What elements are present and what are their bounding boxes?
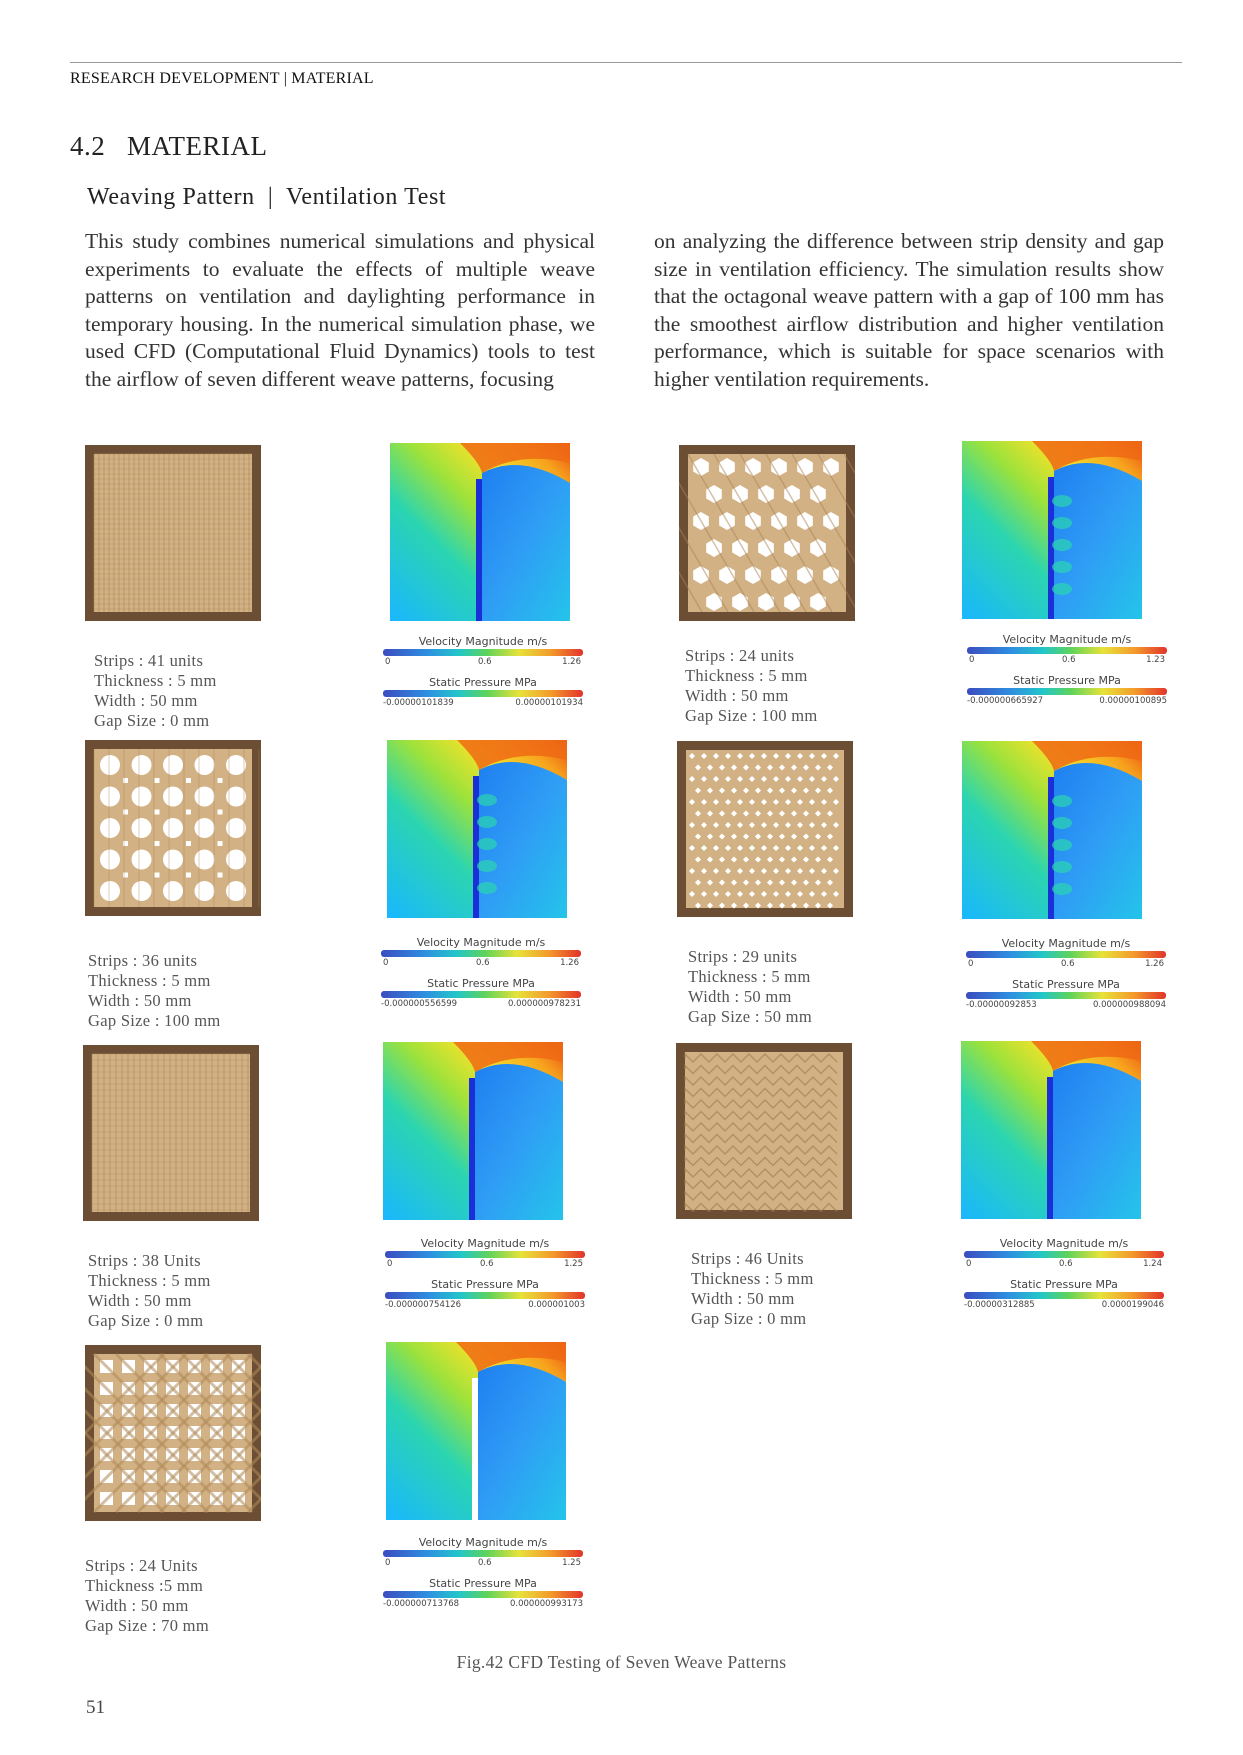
pressure-max: 0.0000199046 xyxy=(1101,1300,1164,1310)
velocity-mid: 0.6 xyxy=(1062,655,1076,665)
velocity-max: 1.25 xyxy=(562,1558,581,1568)
velocity-min: 0 xyxy=(969,655,975,665)
page-number: 51 xyxy=(86,1697,105,1718)
pressure-color-bar xyxy=(381,991,581,998)
velocity-color-bar xyxy=(966,951,1166,958)
pressure-max: 0.000001003 xyxy=(528,1300,585,1310)
pressure-legend-title: Static Pressure MPa xyxy=(429,676,537,689)
spec-gap: Gap Size : 100 mm xyxy=(685,706,818,725)
pressure-min: -0.000000754126 xyxy=(385,1300,462,1310)
weave-thumbnail xyxy=(85,1345,261,1521)
section-title: 4.2 MATERIAL xyxy=(70,131,268,161)
velocity-color-bar xyxy=(383,1550,583,1557)
pattern-specs xyxy=(685,646,818,726)
pressure-color-bar xyxy=(964,1292,1164,1299)
velocity-max: 1.26 xyxy=(562,657,581,667)
weave-thumbnail xyxy=(677,741,853,917)
spec-width: Width : 50 mm xyxy=(85,1596,189,1615)
pressure-min: -0.000000556599 xyxy=(381,999,458,1009)
velocity-legend-title: Velocity Magnitude m/s xyxy=(420,1237,550,1250)
spec-gap: Gap Size : 0 mm xyxy=(691,1309,807,1328)
spec-width: Width : 50 mm xyxy=(688,987,792,1006)
pressure-color-bar xyxy=(383,690,583,697)
velocity-max: 1.26 xyxy=(1145,959,1164,969)
spec-gap: Gap Size : 0 mm xyxy=(94,711,210,730)
velocity-min: 0 xyxy=(387,1259,393,1269)
spec-strips: Strips : 36 units xyxy=(88,951,198,970)
pressure-min: -0.000000713768 xyxy=(383,1599,460,1609)
velocity-color-bar xyxy=(385,1251,585,1258)
pressure-max: 0.000000988094 xyxy=(1092,1000,1166,1010)
weave-thumbnail xyxy=(85,740,261,916)
pressure-legend-title: Static Pressure MPa xyxy=(1013,674,1121,687)
weave-thumbnail xyxy=(85,445,261,621)
color-legend xyxy=(966,937,1166,1011)
velocity-color-bar xyxy=(383,649,583,656)
spec-width: Width : 50 mm xyxy=(88,991,192,1010)
velocity-legend-title: Velocity Magnitude m/s xyxy=(418,635,548,648)
velocity-max: 1.24 xyxy=(1143,1259,1162,1269)
velocity-color-bar xyxy=(967,647,1167,654)
weave-thumbnail xyxy=(676,1043,852,1219)
pressure-min: -0.00000312885 xyxy=(964,1300,1035,1310)
velocity-min: 0 xyxy=(966,1259,972,1269)
cfd-simulation-image xyxy=(962,441,1142,619)
pattern-specs xyxy=(688,947,812,1027)
running-head: RESEARCH DEVELOPMENT | MATERIAL xyxy=(70,70,374,87)
velocity-max: 1.25 xyxy=(564,1259,583,1269)
spec-strips: Strips : 24 units xyxy=(685,646,795,665)
velocity-legend-title: Velocity Magnitude m/s xyxy=(1002,633,1132,646)
cfd-simulation-image xyxy=(962,741,1142,919)
body-text-right: on analyzing the difference between strip density and gap size in ventilation efficiency. The simulation results show that the octagonal weave pattern with a gap of 100 mm has the smoothest airflow distribution and higher ventilation performance, which is suitable for space scenarios with higher ventilation requirements. xyxy=(654,229,1164,391)
velocity-color-bar xyxy=(964,1251,1164,1258)
pressure-color-bar xyxy=(967,688,1167,695)
spec-thickness: Thickness : 5 mm xyxy=(88,971,211,990)
pressure-min: -0.000000665927 xyxy=(967,696,1044,706)
figure-caption: Fig.42 CFD Testing of Seven Weave Patterns xyxy=(456,1652,787,1672)
spec-gap: Gap Size : 50 mm xyxy=(688,1007,812,1026)
pressure-color-bar xyxy=(966,992,1166,999)
spec-thickness: Thickness : 5 mm xyxy=(688,967,811,986)
color-legend xyxy=(383,1536,583,1610)
pressure-min: -0.00000101839 xyxy=(383,698,454,708)
velocity-mid: 0.6 xyxy=(478,1558,492,1568)
pressure-color-bar xyxy=(383,1591,583,1598)
pressure-legend-title: Static Pressure MPa xyxy=(1012,978,1120,991)
body-text-left: This study combines numerical simulations and physical experiments to evaluate the effects of multiple weave patterns on ventilation and daylighting performance in temporary housing. In the numerical simulation phase, we used CFD (Computational Fluid Dynamics) tools to test the airflow of seven different weave patterns, focusing xyxy=(85,229,595,391)
velocity-mid: 0.6 xyxy=(480,1259,494,1269)
velocity-max: 1.23 xyxy=(1146,655,1165,665)
subtitle: Weaving Pattern | Ventilation Test xyxy=(87,184,447,210)
color-legend xyxy=(381,936,581,1010)
velocity-max: 1.26 xyxy=(560,958,579,968)
cfd-simulation-image xyxy=(386,1342,566,1520)
pressure-max: 0.000000978231 xyxy=(507,999,581,1009)
weave-thumbnail xyxy=(83,1045,259,1221)
velocity-min: 0 xyxy=(385,657,391,667)
spec-strips: Strips : 38 Units xyxy=(88,1251,201,1270)
spec-thickness: Thickness :5 mm xyxy=(85,1576,204,1595)
spec-gap: Gap Size : 100 mm xyxy=(88,1011,221,1030)
velocity-mid: 0.6 xyxy=(1059,1259,1073,1269)
velocity-mid: 0.6 xyxy=(1061,959,1075,969)
pressure-max: 0.00000100895 xyxy=(1099,696,1167,706)
velocity-legend-title: Velocity Magnitude m/s xyxy=(418,1536,548,1549)
color-legend xyxy=(383,635,583,709)
velocity-legend-title: Velocity Magnitude m/s xyxy=(1001,937,1131,950)
velocity-mid: 0.6 xyxy=(476,958,490,968)
velocity-min: 0 xyxy=(383,958,389,968)
spec-width: Width : 50 mm xyxy=(685,686,789,705)
pressure-legend-title: Static Pressure MPa xyxy=(429,1577,537,1590)
weave-thumbnail xyxy=(679,445,855,621)
spec-strips: Strips : 29 units xyxy=(688,947,798,966)
spec-strips: Strips : 41 units xyxy=(94,651,204,670)
color-legend xyxy=(385,1237,585,1311)
spec-thickness: Thickness : 5 mm xyxy=(691,1269,814,1288)
pattern-specs xyxy=(94,651,217,731)
pressure-legend-title: Static Pressure MPa xyxy=(431,1278,539,1291)
velocity-mid: 0.6 xyxy=(478,657,492,667)
spec-gap: Gap Size : 0 mm xyxy=(88,1311,204,1330)
pattern-specs xyxy=(88,951,221,1031)
pressure-legend-title: Static Pressure MPa xyxy=(1010,1278,1118,1291)
pressure-max: 0.00000101934 xyxy=(515,698,583,708)
cfd-simulation-image xyxy=(390,443,570,621)
spec-width: Width : 50 mm xyxy=(94,691,198,710)
velocity-min: 0 xyxy=(385,1558,391,1568)
pressure-color-bar xyxy=(385,1292,585,1299)
spec-thickness: Thickness : 5 mm xyxy=(685,666,808,685)
pressure-min: -0.00000092853 xyxy=(966,1000,1037,1010)
spec-gap: Gap Size : 70 mm xyxy=(85,1616,209,1635)
cfd-simulation-image xyxy=(387,740,567,918)
spec-strips: Strips : 46 Units xyxy=(691,1249,804,1268)
pattern-specs xyxy=(88,1251,211,1331)
pressure-legend-title: Static Pressure MPa xyxy=(427,977,535,990)
color-legend xyxy=(967,633,1167,707)
velocity-legend-title: Velocity Magnitude m/s xyxy=(999,1237,1129,1250)
spec-thickness: Thickness : 5 mm xyxy=(94,671,217,690)
velocity-legend-title: Velocity Magnitude m/s xyxy=(416,936,546,949)
color-legend xyxy=(964,1237,1164,1311)
spec-strips: Strips : 24 Units xyxy=(85,1556,198,1575)
pressure-max: 0.000000993173 xyxy=(509,1599,583,1609)
pattern-specs xyxy=(691,1249,814,1329)
header-rule xyxy=(70,62,1182,63)
spec-width: Width : 50 mm xyxy=(691,1289,795,1308)
velocity-min: 0 xyxy=(968,959,974,969)
cfd-simulation-image xyxy=(383,1042,563,1220)
spec-thickness: Thickness : 5 mm xyxy=(88,1271,211,1290)
pattern-specs xyxy=(85,1556,209,1636)
velocity-color-bar xyxy=(381,950,581,957)
cfd-simulation-image xyxy=(961,1041,1141,1219)
spec-width: Width : 50 mm xyxy=(88,1291,192,1310)
